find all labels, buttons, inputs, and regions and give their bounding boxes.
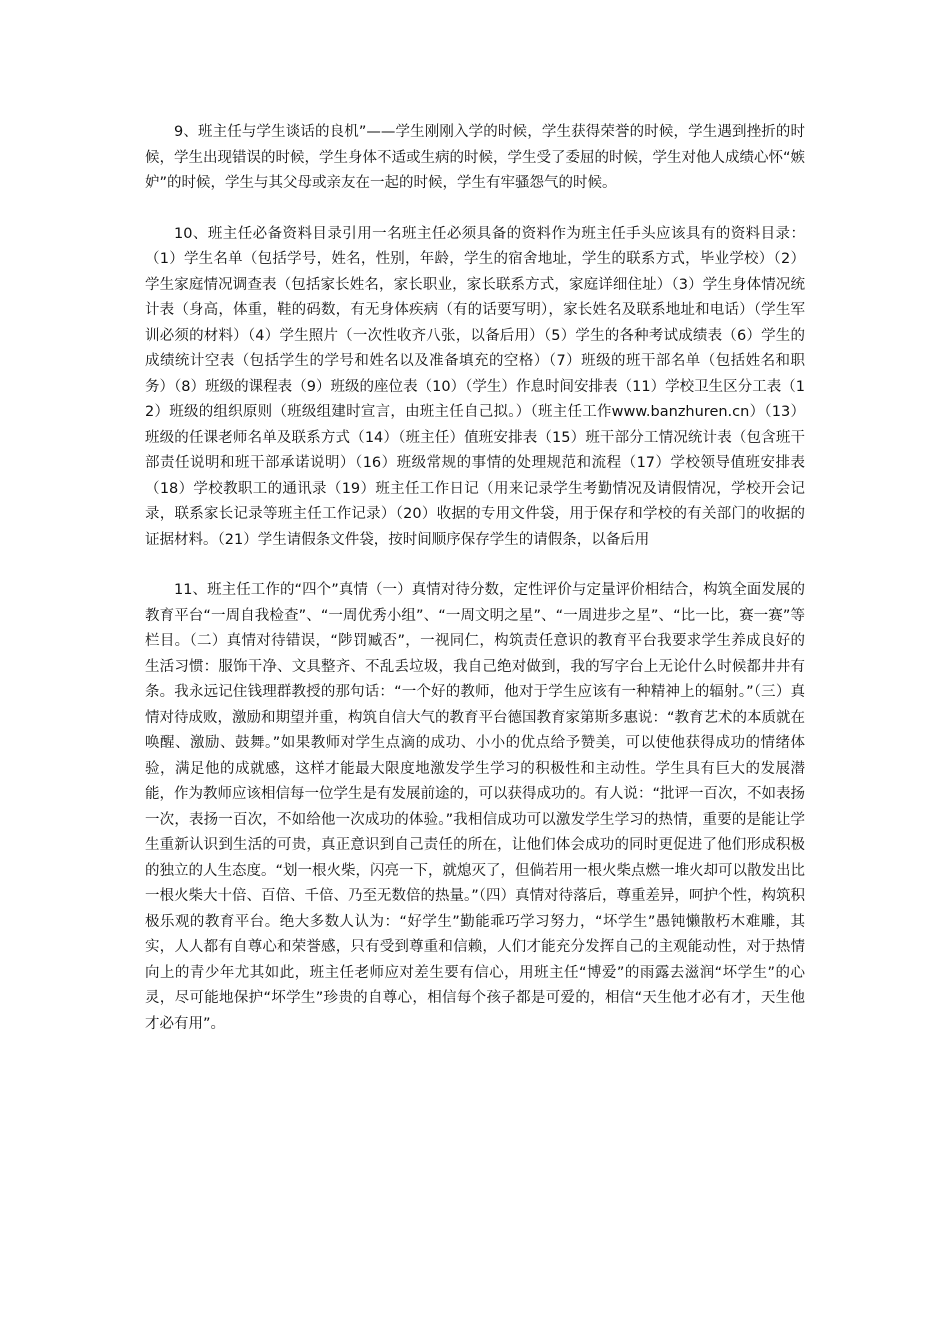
paragraph-10-required-materials: 10、班主任必备资料目录引用一名班主任必须具备的资料作为班主任手头应该具有的资料目录：（1）学生名单（包括学号，姓名，性别，年龄，学生的宿舍地址，学生的联系方式，毕业学校）（2）学生家庭情况调查表（包括家长姓名，家长职业，家长联系方式，家庭详细住址）（3）学生身体情况统计表（身高，体重，鞋的码数，有无身体疾病（有的话要写明），家长姓名及联系地址和电话）（学生军训必须的材料）（4）学生照片（一次性收齐八张，以备后用）（5）学生的各种考试成绩表（6）学生的成绩统计空表（包括学生的学号和姓名以及准备填充的空格）（7）班级的班干部名单（包括姓名和职务）（8）班级的课程表（9）班级的座位表（10）（学生）作息时间安排表（11）学校卫生区分工表（12）班级的组织原则（班级组建时宣言，由班主任自己拟。）（班主任工作www.banzhuren.cn）（13）班级的任课老师名单及联系方式（14）（班主任）值班安排表（15）班干部分工情况统计表（包含班干部责任说明和班干部承诺说明）（16）班级常规的事情的处理规范和流程（17）学校领导值班安排表（18）学校教职工的通讯录（19）班主任工作日记（用来记录学生考勤情况及请假情况，学校开会记录，联系家长记录等班主任工作记录）（20）收据的专用文件袋，用于保存和学校的有关部门的收据的证据材料。（21）学生请假条文件袋，按时间顺序保存学生的请假条，以备后用 <box>145 225 805 548</box>
paragraph-9-talk-opportunities: 9、班主任与学生谈话的良机”——学生刚刚入学的时候，学生获得荣誉的时候，学生遇到挫折的时候，学生出现错误的时候，学生身体不适或生病的时候，学生受了委屈的时候，学生对他人成绩心怀“嫉妒”的时候，学生与其父母或亲友在一起的时候，学生有牢骚怨气的时候。 <box>145 124 806 191</box>
document-page <box>145 120 805 1037</box>
paragraph-11-four-sincerities: 11、班主任工作的“四个”真情（一）真情对待分数，定性评价与定量评价相结合，构筑全面发展的教育平台“一周自我检查”、“一周优秀小组”、“一周文明之星”、“一周进步之星”、“比一比，赛一赛”等栏目。（二）真情对待错误，“陟罚臧否”，一视同仁，构筑责任意识的教育平台我要求学生养成良好的生活习惯：服饰干净、文具整齐、不乱丢垃圾，我自己绝对做到，我的写字台上无论什么时候都井井有条。我永远记住钱理群教授的那句话：“一个好的教师，他对于学生应该有一种精神上的辐射。”（三）真情对待成败，激励和期望并重，构筑自信大气的教育平台德国教育家第斯多惠说：“教育艺术的本质就在唤醒、激励、鼓舞。”如果教师对学生点滴的成功、小小的优点给予赞美，可以使他获得成功的情绪体验，满足他的成就感，这样才能最大限度地激发学生学习的积极性和主动性。学生具有巨大的发展潜能，作为教师应该相信每一位学生是有发展前途的，可以获得成功的。有人说：“批评一百次，不如表扬一次，表扬一百次，不如给他一次成功的体验。”我相信成功可以激发学生学习的热情，重要的是能让学生重新认识到生活的可贵，真正意识到自己责任的所在，让他们体会成功的同时更促进了他们形成积极的独立的人生态度。“划一根火柴，闪亮一下，就熄灭了，但倘若用一根火柴点燃一堆火却可以散发出比一根火柴大十倍、百倍、千倍、乃至无数倍的热量。”（四）真情对待落后，尊重差异，呵护个性，构筑积极乐观的教育平台。绝大多数人认为：“好学生”勤能乖巧学习努力，“坏学生”愚钝懒散朽木难雕，其实，人人都有自尊心和荣誉感，只有受到尊重和信赖，人们才能充分发挥自己的主观能动性，对于热情向上的青少年尤其如此，班主任老师应对差生要有信心，用班主任“博爱”的雨露去滋润“坏学生”的心灵，尽可能地保护“坏学生”珍贵的自尊心，相信每个孩子都是可爱的，相信“天生他才必有才，天生他才必有用”。 <box>145 582 806 1032</box>
